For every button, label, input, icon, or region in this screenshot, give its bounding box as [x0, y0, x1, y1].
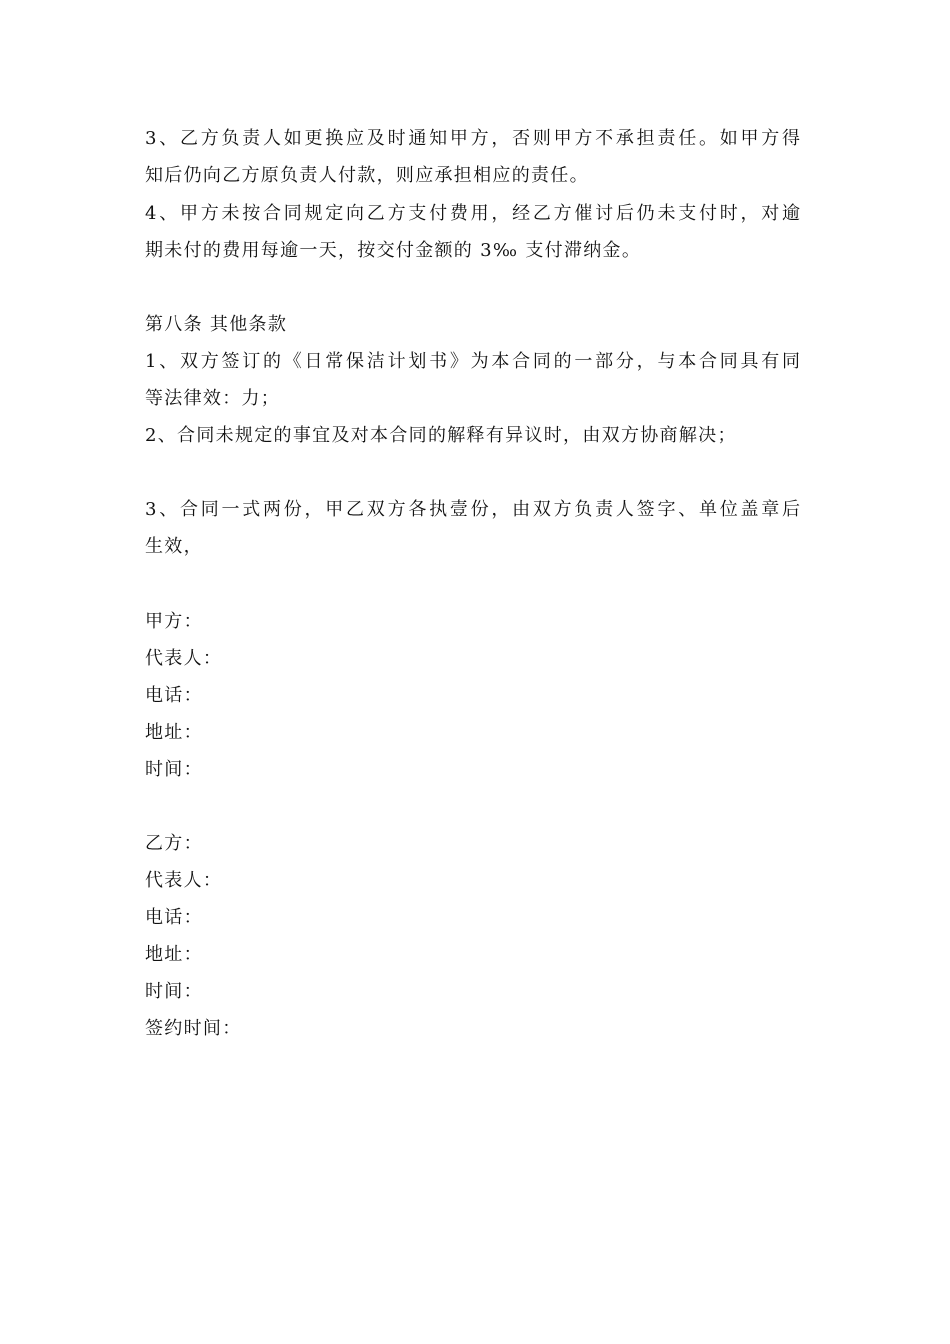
clause7-item4-line1: 4、甲方未按合同规定向乙方支付费用，经乙方催讨后仍未支付时，对逾	[145, 203, 800, 224]
party-a-name-label: 甲方：	[145, 611, 203, 632]
clause8-item1-line1: 1、双方签订的《日常保洁计划书》为本合同的一部分，与本合同具有同	[145, 351, 800, 372]
party-a-address-label: 地址：	[145, 722, 203, 743]
party-a-time-label: 时间：	[145, 759, 203, 780]
clause8-item3-line2: 生效，	[145, 536, 203, 557]
party-a-phone-label: 电话：	[145, 685, 203, 706]
clause8-item3-line1: 3、合同一式两份，甲乙双方各执壹份，由双方负责人签字、单位盖章后	[145, 499, 800, 520]
party-b-time-label: 时间：	[145, 981, 203, 1002]
party-b-representative-label: 代表人：	[145, 870, 223, 891]
clause8-item2: 2、合同未规定的事宜及对本合同的解释有异议时，由双方协商解决；	[145, 425, 737, 446]
party-a-representative-label: 代表人：	[145, 648, 223, 669]
clause7-item4-line2: 期未付的费用每逾一天，按交付金额的 3‰ 支付滞纳金。	[145, 240, 642, 261]
party-b-phone-label: 电话：	[145, 907, 203, 928]
clause8-heading: 第八条 其他条款	[145, 314, 288, 335]
clause7-item3-line2: 知后仍向乙方原负责人付款，则应承担相应的责任。	[145, 165, 589, 186]
clause8-item1-line2: 等法律效：力；	[145, 388, 281, 409]
clause7-item3-line1: 3、乙方负责人如更换应及时通知甲方，否则甲方不承担责任。如甲方得	[145, 128, 800, 149]
party-b-name-label: 乙方：	[145, 833, 203, 854]
party-b-address-label: 地址：	[145, 944, 203, 965]
signing-time-label: 签约时间：	[145, 1018, 242, 1039]
